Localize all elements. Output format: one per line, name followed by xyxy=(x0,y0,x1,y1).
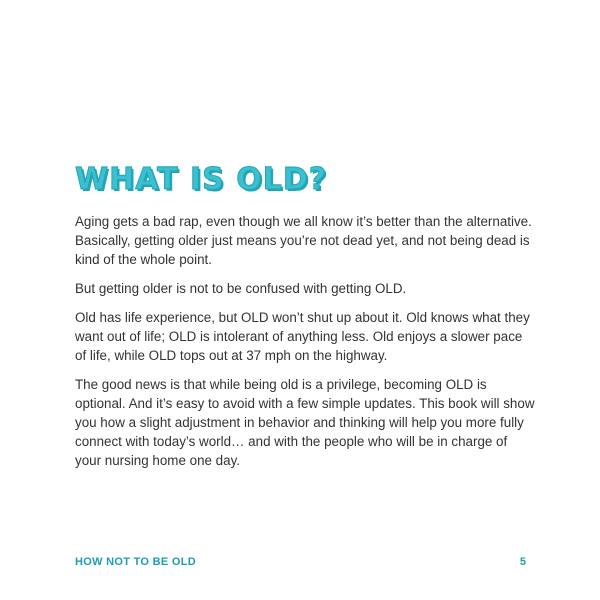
paragraph: The good news is that while being old is a privilege, becoming OLD is optional. And it’s easy to avoid with a few simple updates. This book will show you how a slight adjustment in behavior and thinking will help you more fully connect with today’s world… and with the people who will be in charge of your nursing home one day. xyxy=(75,377,535,468)
paragraph: Aging gets a bad rap, even though we all know it’s better than the alternative. Basically, getting older just means you’re not dead yet, and not being dead is kind of the whole point. xyxy=(75,214,532,267)
page-number: 5 xyxy=(519,556,526,568)
paragraph: Old has life experience, but OLD won’t shut up about it. Old knows what they want out of life; OLD is intolerant of anything less. Old enjoys a slower pace of life, while OLD tops out at 37 mph on the highway. xyxy=(75,310,530,363)
chapter-body xyxy=(75,212,535,480)
chapter-heading xyxy=(75,162,327,197)
running-footer-title: HOW NOT TO BE OLD xyxy=(75,556,197,568)
paragraph: But getting older is not to be confused with getting OLD. xyxy=(75,281,407,296)
chapter-heading-text: WHAT IS OLD? xyxy=(75,162,328,197)
